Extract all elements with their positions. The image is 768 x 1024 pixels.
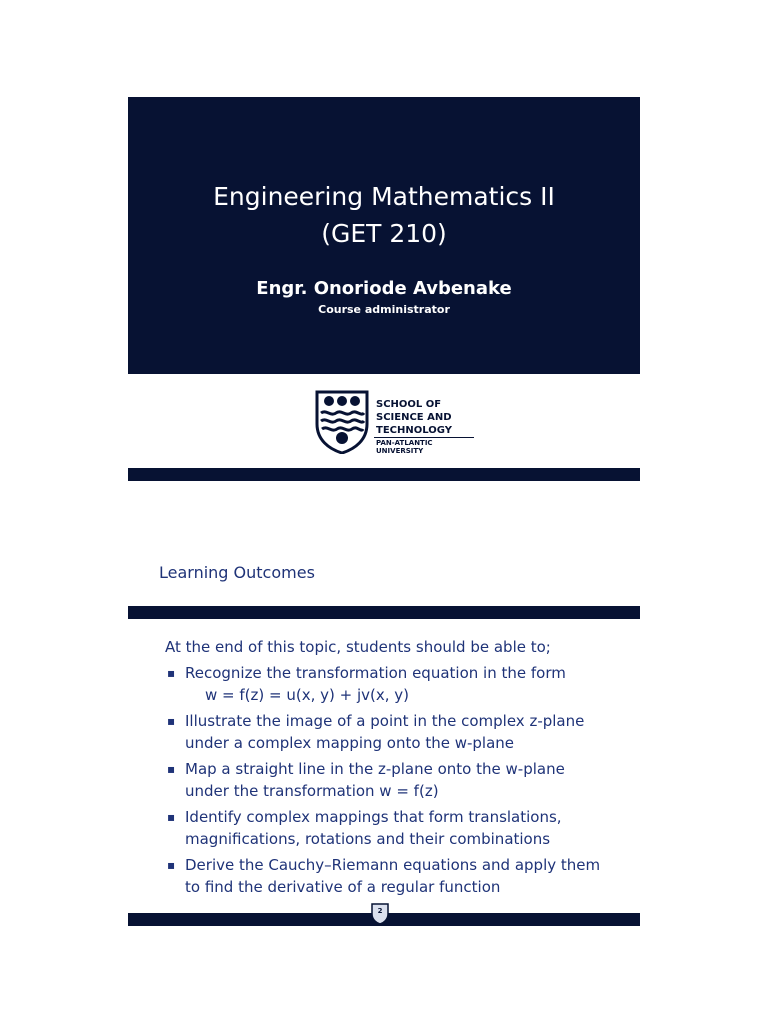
- outcome-line: Map a straight line in the z-plane onto the w-plane: [185, 760, 565, 778]
- outcome-line: magnifications, rotations and their combinations: [185, 830, 551, 848]
- intro-text: At the end of this topic, students should be able to;: [165, 638, 551, 656]
- header-bar: [128, 606, 640, 619]
- bullet-icon: ▪: [167, 714, 176, 728]
- outcomes-list: [165, 662, 625, 902]
- logo-university: PAN-ATLANTIC UNIVERSITY: [376, 439, 433, 455]
- list-item: [165, 662, 625, 706]
- logo-line-1: SCHOOL OF: [376, 399, 442, 410]
- logo-line-2: SCIENCE AND: [376, 412, 452, 423]
- page-number: 2: [377, 907, 383, 915]
- outcome-line: Identify complex mappings that form translations,: [185, 808, 562, 826]
- bullet-icon: ▪: [167, 810, 176, 824]
- logo-divider: [374, 437, 474, 438]
- outcome-line: under the transformation w = f(z): [185, 782, 439, 800]
- presenter-role: Course administrator: [318, 303, 450, 316]
- logo-line-3: TECHNOLOGY: [376, 425, 452, 436]
- outcome-line: Illustrate the image of a point in the complex z-plane: [185, 712, 585, 730]
- learning-outcomes-slide: [128, 542, 640, 926]
- list-item: [165, 710, 625, 754]
- course-code: (GET 210): [321, 219, 447, 248]
- list-item: [165, 806, 625, 850]
- list-item: [165, 854, 625, 898]
- crest-icon: [314, 390, 370, 454]
- outcome-line: Derive the Cauchy–Riemann equations and apply them: [185, 856, 601, 874]
- outcome-line: Recognize the transformation equation in the form: [185, 664, 566, 682]
- slide-title: Learning Outcomes: [159, 563, 315, 582]
- logo-wordmark: [376, 398, 452, 437]
- footer-bar: [128, 468, 640, 481]
- list-item: [165, 758, 625, 802]
- outcome-line: under a complex mapping onto the w-plane: [185, 734, 514, 752]
- title-panel: [128, 97, 640, 374]
- presenter-name: Engr. Onoriode Avbenake: [256, 278, 512, 299]
- bullet-icon: ▪: [167, 762, 176, 776]
- bullet-icon: ▪: [167, 666, 176, 680]
- formula-line: w = f(z) = u(x, y) + jv(x, y): [205, 686, 409, 704]
- outcome-line: to find the derivative of a regular function: [185, 878, 501, 896]
- page-badge: [371, 903, 389, 925]
- course-title: Engineering Mathematics II: [213, 182, 555, 211]
- title-slide: [128, 97, 640, 481]
- school-logo: [314, 390, 476, 454]
- bullet-icon: ▪: [167, 858, 176, 872]
